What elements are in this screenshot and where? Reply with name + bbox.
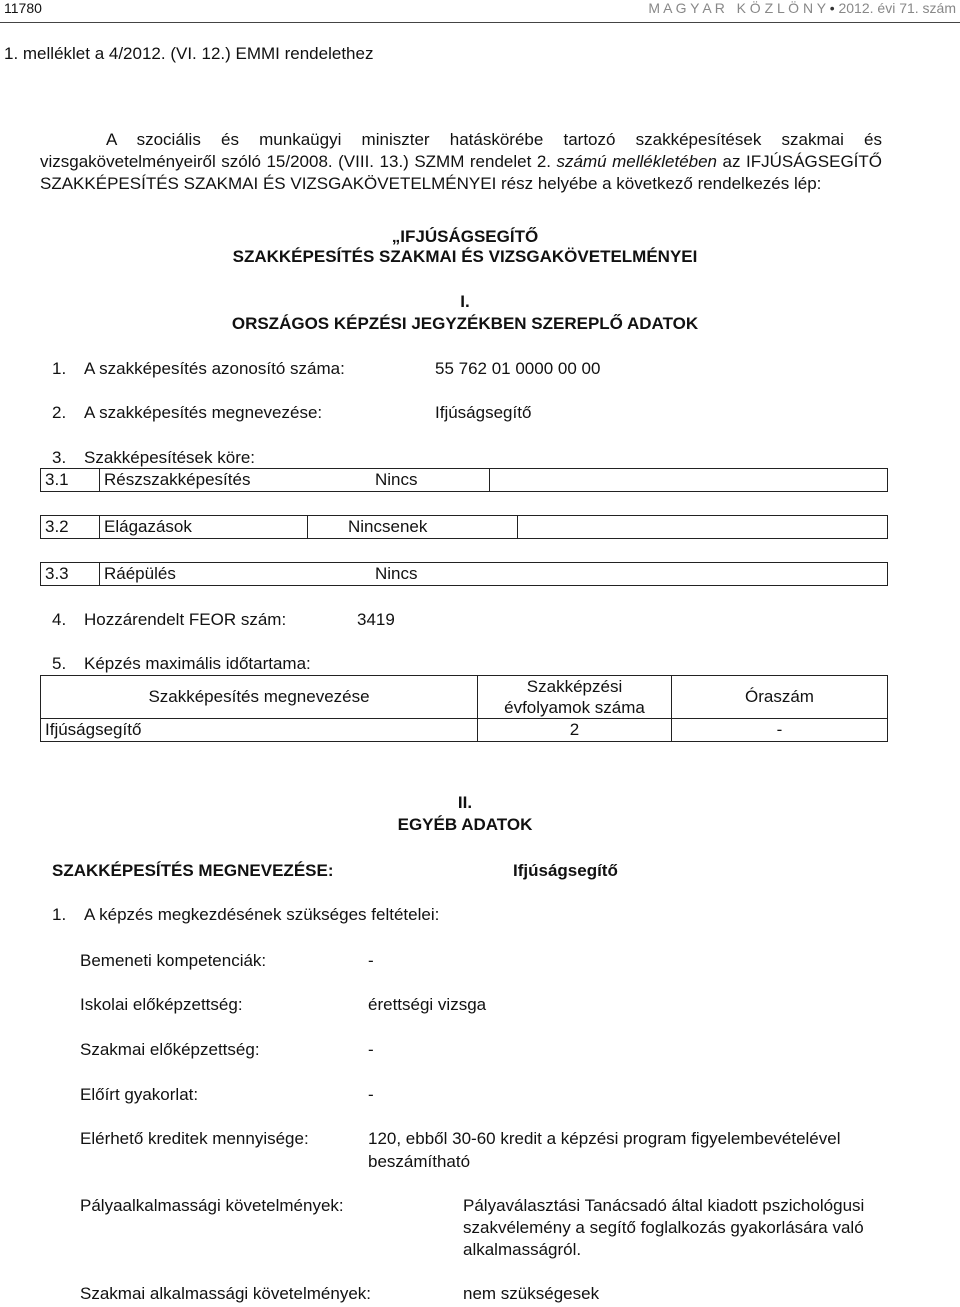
section1-title: ORSZÁGOS KÉPZÉSI JEGYZÉKBEN SZEREPLŐ ADATOK [231, 314, 699, 333]
row-3-1-table [40, 468, 888, 492]
row-3-3-table [40, 562, 888, 586]
qualification-name-value: Ifjúságsegítő [513, 861, 618, 880]
intro-paragraph [40, 129, 882, 195]
condition-value-line2: beszámítható [368, 1152, 471, 1171]
s2-item1-num: 1. [52, 905, 67, 924]
issue-number: 2012. évi 71. szám [838, 0, 956, 16]
item5-num: 5. [52, 654, 67, 673]
item2-label: A szakképesítés megnevezése: [84, 403, 323, 422]
qualification-name-label: SZAKKÉPESÍTÉS MEGNEVEZÉSE: [52, 861, 334, 880]
row-empty [490, 469, 888, 492]
row-num: 3.2 [41, 516, 100, 539]
row-value: Nincs [371, 563, 888, 586]
item4-value: 3419 [357, 610, 395, 629]
row-3-2-table [40, 515, 888, 539]
condition-value-line2: szakvélemény a segítő foglalkozás gyakorlására való [463, 1218, 864, 1237]
condition-label: Pályaalkalmassági követelmények: [80, 1196, 344, 1215]
condition-label: Bemeneti kompetenciák: [80, 951, 267, 970]
row-name: Ifjúságsegítő [41, 719, 478, 742]
table-row [41, 469, 888, 492]
row-label: Részszakképesítés [100, 469, 372, 492]
header-years-line1: Szakképzési [526, 677, 623, 696]
main-title-line2: SZAKKÉPESÍTÉS SZAKMAI ÉS VIZSGAKÖVETELMÉNYEI [232, 247, 698, 266]
section2-numeral: II. [457, 793, 473, 812]
row-empty [518, 516, 888, 539]
header-rule [0, 22, 960, 23]
item4-label: Hozzárendelt FEOR szám: [84, 610, 287, 629]
item2-num: 2. [52, 403, 67, 422]
item3-label: Szakképesítések köre: [84, 448, 256, 467]
header-years-line2: évfolyamok száma [504, 698, 645, 717]
main-title-line1: „IFJÚSÁGSEGÍTŐ [391, 227, 539, 246]
table-header-row [41, 676, 888, 719]
section1-numeral: I. [460, 292, 470, 311]
intro-part1: A szociális és munkaügyi miniszter hatáskörébe tartozó szakképesítések szakmai és vizsgakövetelményeiről szóló 15/2008. (VIII. 13.) SZMM rendelet 2. [40, 130, 882, 171]
condition-label: Szakmai alkalmassági követelmények: [80, 1284, 372, 1303]
header-bullet: • [829, 0, 835, 16]
item1-num: 1. [52, 359, 67, 378]
row-num: 3.3 [41, 563, 100, 586]
condition-value-line1: Pályaválasztási Tanácsadó által kiadott pszichológusi [463, 1196, 865, 1215]
duration-table [40, 675, 888, 742]
table-row [41, 516, 888, 539]
condition-label: Szakmai előképzettség: [80, 1040, 260, 1059]
item1-label: A szakképesítés azonosító száma: [84, 359, 345, 378]
section2-title: EGYÉB ADATOK [397, 815, 533, 834]
publication-name: M A G Y A R K Ö Z L Ö N Y [648, 0, 826, 16]
condition-label: Előírt gyakorlat: [80, 1085, 199, 1104]
condition-value: - [368, 1085, 374, 1104]
condition-value: - [368, 1040, 374, 1059]
row-hours: - [672, 719, 888, 742]
page-number: 11780 [4, 0, 42, 16]
intro-italic: számú mellékletében [556, 152, 718, 171]
item5-label: Képzés maximális időtartama: [84, 654, 311, 673]
row-years: 2 [478, 719, 672, 742]
item4-num: 4. [52, 610, 67, 629]
row-label: Elágazások [100, 516, 308, 539]
header-name: Szakképesítés megnevezése [41, 676, 478, 719]
item3-num: 3. [52, 448, 67, 467]
table-row [41, 563, 888, 586]
s2-item1-label: A képzés megkezdésének szükséges feltételei: [84, 905, 440, 924]
condition-label: Iskolai előképzettség: [80, 995, 243, 1014]
running-header [648, 0, 956, 16]
item1-value: 55 762 01 0000 00 00 [435, 359, 601, 378]
header-hours: Óraszám [672, 676, 888, 719]
condition-value: nem szükségesek [463, 1284, 600, 1303]
item2-value: Ifjúságsegítő [435, 403, 532, 422]
condition-label: Elérhető kreditek mennyisége: [80, 1129, 309, 1148]
intro-part3: az IFJÚSÁGSEGÍTŐ SZAKKÉPESÍTÉS SZAKMAI ÉS VIZSGAKÖVETELMÉNYEI rész helyébe a következő rendelkezés lép: [40, 152, 883, 193]
row-label: Ráépülés [100, 563, 372, 586]
table-row [41, 719, 888, 742]
condition-value: érettségi vizsga [368, 995, 487, 1014]
condition-value-line1: 120, ebből 30-60 kredit a képzési program figyelembevételével [368, 1129, 841, 1148]
row-num: 3.1 [41, 469, 100, 492]
header-years [478, 676, 672, 719]
row-value: Nincs [371, 469, 490, 492]
row-value: Nincsenek [308, 516, 518, 539]
condition-value: - [368, 951, 374, 970]
annex-title: 1. melléklet a 4/2012. (VI. 12.) EMMI rendelethez [4, 44, 374, 63]
condition-value-line3: alkalmasságról. [463, 1240, 582, 1259]
